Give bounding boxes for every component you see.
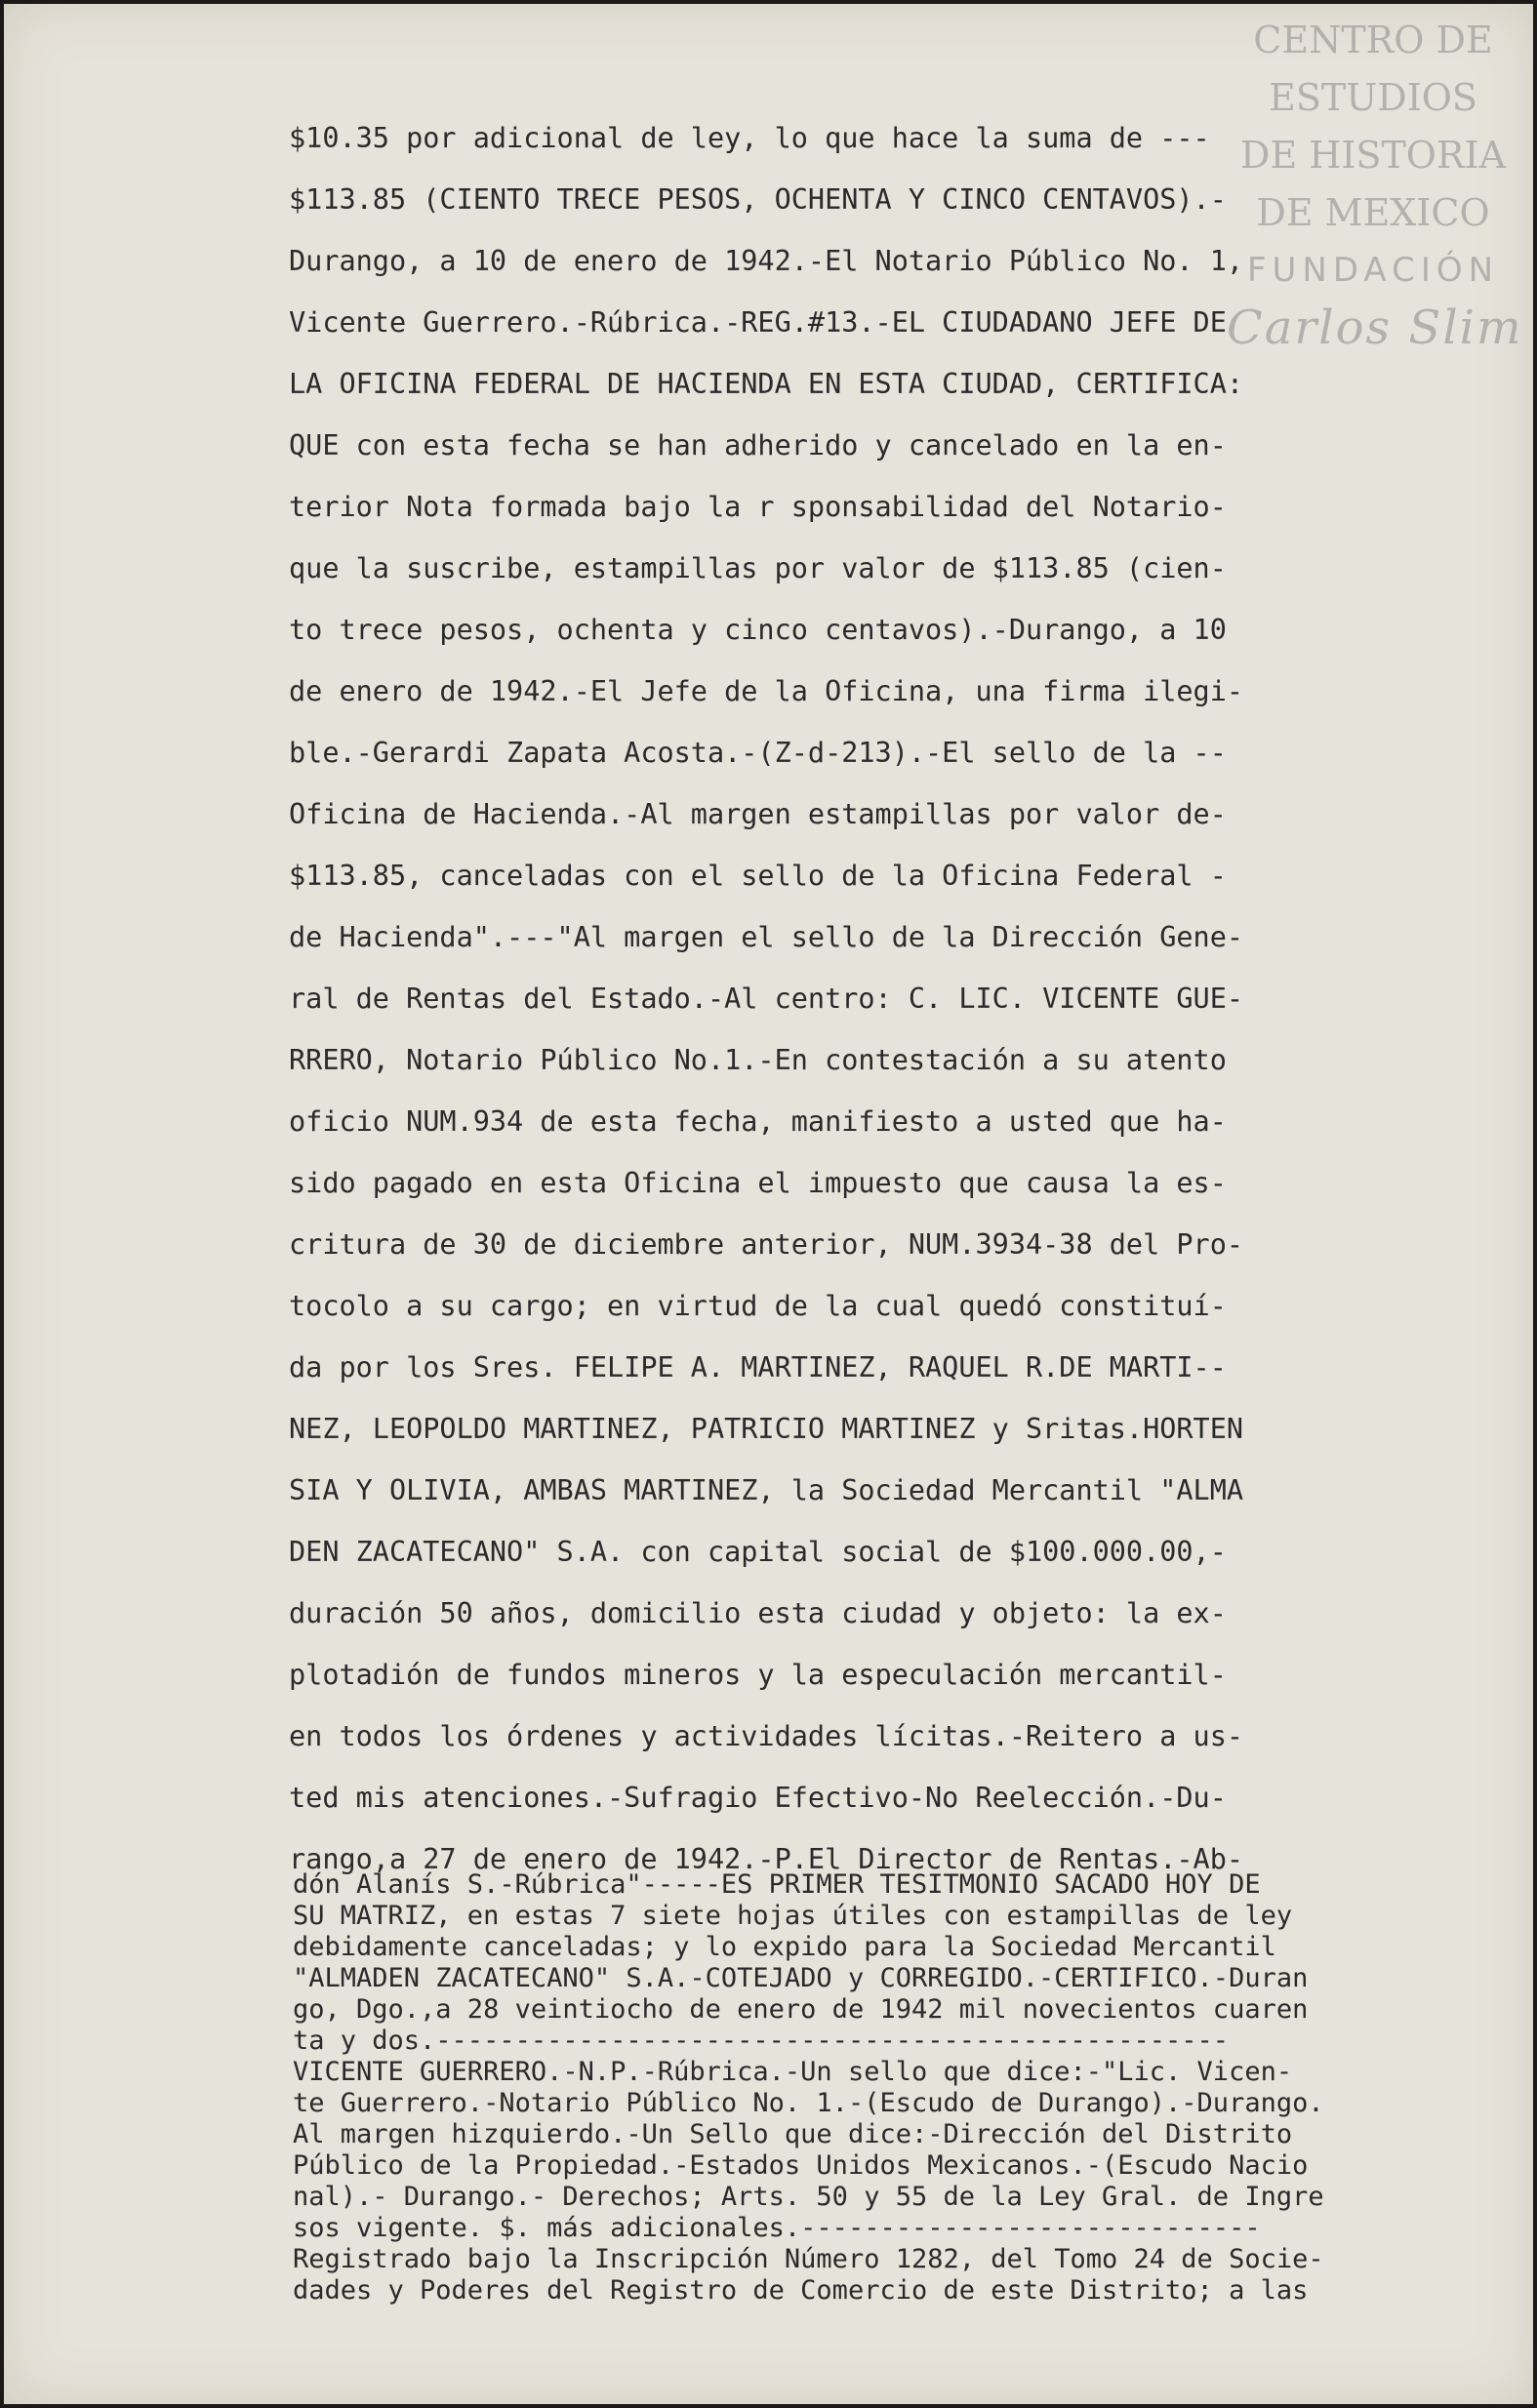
text-line: nal).- Durango.- Derechos; Arts. 50 y 55 de la Ley Gral. de Ingre (293, 2182, 1324, 2212)
watermark-signature: Carlos Slim (1227, 301, 1523, 355)
text-line: $10.35 por adicional de ley, lo que hace la suma de --- (289, 122, 1210, 154)
text-line: duración 50 años, domicilio esta ciudad y objeto: la ex- (289, 1597, 1227, 1629)
text-line: DEN ZACATECANO" S.A. con capital social de $100.000.00,- (289, 1536, 1227, 1568)
typed-body-text (289, 107, 1362, 1890)
watermark-line: FUNDACIÓN (1246, 251, 1500, 290)
text-line: Registrado bajo la Inscripción Número 1282, del Tomo 24 de Socie- (293, 2244, 1324, 2274)
text-line: dón Alanís S.-Rúbrica"-----ES PRIMER TESITMONIO SACADO HOY DE (293, 1869, 1261, 1900)
text-line: que la suscribe, estampillas por valor de $113.85 (cien- (289, 552, 1227, 584)
text-line: plotadión de fundos mineros y la especulación mercantil- (289, 1659, 1227, 1691)
watermark-line: ESTUDIOS (1269, 76, 1477, 119)
text-line: te Guerrero.-Notario Público No. 1.-(Escudo de Durango).-Durango. (293, 2088, 1324, 2118)
text-line: critura de 30 de diciembre anterior, NUM.3934-38 del Pro- (289, 1228, 1244, 1261)
text-line: en todos los órdenes y actividades lícitas.-Reitero a us- (289, 1720, 1244, 1752)
watermark-line: CENTRO DE (1253, 19, 1493, 61)
text-line: $113.85 (CIENTO TRECE PESOS, OCHENTA Y CINCO CENTAVOS).- (289, 183, 1227, 216)
text-line: SU MATRIZ, en estas 7 siete hojas útiles con estampillas de ley (293, 1901, 1293, 1931)
text-line: rango,a 27 de enero de 1942.-P.El Director de Rentas.-Ab- (289, 1843, 1244, 1875)
text-line: RRERO, Notario Público No.1.-En contestación a su atento (289, 1044, 1227, 1076)
text-line: sido pagado en esta Oficina el impuesto que causa la es- (289, 1167, 1227, 1199)
text-line: go, Dgo.,a 28 veintiocho de enero de 1942 mil novecientos cuaren (293, 1994, 1309, 2025)
text-line: debidamente canceladas; y lo expido para la Sociedad Mercantil (293, 1932, 1276, 1962)
text-line: oficio NUM.934 de esta fecha, manifiesto a usted que ha- (289, 1105, 1227, 1138)
text-line: NEZ, LEOPOLDO MARTINEZ, PATRICIO MARTINEZ y Sritas.HORTEN (289, 1413, 1244, 1445)
document-page (4, 4, 1533, 2404)
text-line: "ALMADEN ZACATECANO" S.A.-COTEJADO y CORREGIDO.-CERTIFICO.-Duran (293, 1963, 1309, 1993)
text-line: de Hacienda".---"Al margen el sello de la Dirección Gene- (289, 921, 1244, 953)
watermark-line: DE HISTORIA (1239, 134, 1507, 177)
text-line: sos vigente. $. más adicionales.----------------------------- (293, 2213, 1261, 2243)
text-line: tocolo a su cargo; en virtud de la cual quedó constituí- (289, 1290, 1227, 1322)
text-line: Oficina de Hacienda.-Al margen estampillas por valor de- (289, 798, 1227, 830)
text-line: VICENTE GUERRERO.-N.P.-Rúbrica.-Un sello que dice:-"Lic. Vicen- (293, 2057, 1293, 2087)
text-line: Durango, a 10 de enero de 1942.-El Notario Público No. 1, (289, 245, 1244, 277)
text-line: Al margen hizquierdo.-Un Sello que dice:-Dirección del Distrito (293, 2119, 1293, 2149)
text-line: dades y Poderes del Registro de Comercio de este Distrito; a las (293, 2275, 1309, 2306)
text-line: de enero de 1942.-El Jefe de la Oficina, una firma ilegi- (289, 675, 1244, 707)
text-line: terior Nota formada bajo la r sponsabilidad del Notario- (289, 491, 1227, 523)
text-line: SIA Y OLIVIA, AMBAS MARTINEZ, la Sociedad Mercantil "ALMA (289, 1474, 1244, 1506)
watermark-line: DE MEXICO (1256, 191, 1490, 234)
text-line: ted mis atenciones.-Sufragio Efectivo-No Reelección.-Du- (289, 1782, 1227, 1814)
text-line: LA OFICINA FEDERAL DE HACIENDA EN ESTA CIUDAD, CERTIFICA: (289, 368, 1244, 400)
text-line: ral de Rentas del Estado.-Al centro: C. LIC. VICENTE GUE- (289, 983, 1244, 1015)
text-line: Vicente Guerrero.-Rúbrica.-REG.#13.-EL CIUDADANO JEFE DE (289, 306, 1227, 339)
text-line: ta y dos.-------------------------------------------------- (293, 2026, 1230, 2056)
text-line: $113.85, canceladas con el sello de la Oficina Federal - (289, 860, 1227, 892)
text-line: Público de la Propiedad.-Estados Unidos Mexicanos.-(Escudo Nacio (293, 2150, 1309, 2181)
text-line: QUE con esta fecha se han adherido y cancelado en la en- (289, 429, 1227, 462)
text-line: ble.-Gerardi Zapata Acosta.-(Z-d-213).-El sello de la -- (289, 737, 1227, 769)
text-line: to trece pesos, ochenta y cinco centavos).-Durango, a 10 (289, 614, 1227, 646)
text-line: da por los Sres. FELIPE A. MARTINEZ, RAQUEL R.DE MARTI-- (289, 1351, 1227, 1384)
certification-text (293, 1869, 1493, 2307)
